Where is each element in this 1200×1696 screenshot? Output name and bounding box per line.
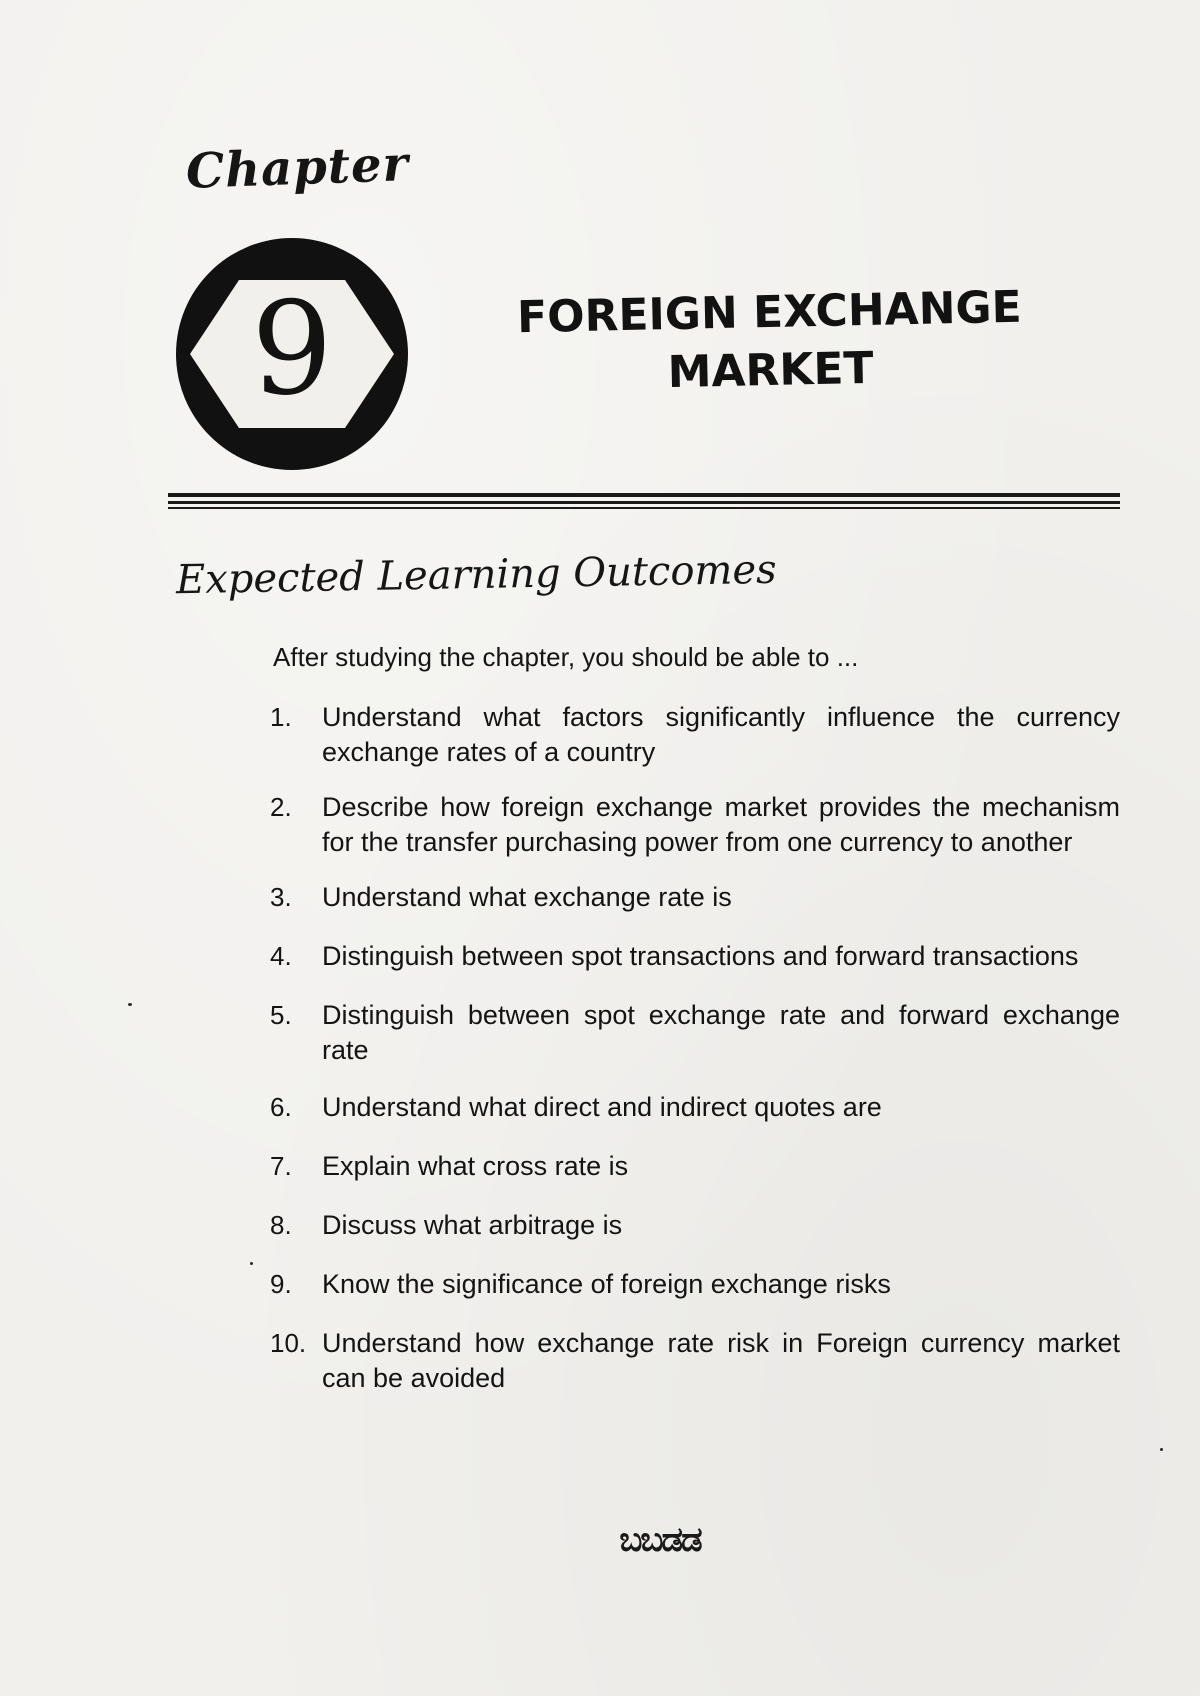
outcome-number: 6. bbox=[270, 1092, 292, 1122]
outcome-item bbox=[270, 1208, 1120, 1243]
outcome-item bbox=[270, 1326, 1120, 1396]
paper-speck bbox=[250, 1262, 253, 1265]
outcome-text: Distinguish between spot exchange rate and forward exchange rate bbox=[322, 1000, 1120, 1065]
divider-rule bbox=[168, 493, 1120, 497]
chapter-title-line-1: FOREIGN EXCHANGE bbox=[516, 281, 1023, 344]
outcome-text: Describe how foreign exchange market provides the mechanism for the transfer purchasing power from one currency to another bbox=[322, 792, 1120, 857]
outcome-number: 1. bbox=[270, 702, 292, 732]
outcome-text: Discuss what arbitrage is bbox=[322, 1210, 623, 1240]
outcome-item bbox=[270, 790, 1120, 860]
outcome-number: 2. bbox=[270, 792, 292, 822]
divider-rule bbox=[168, 501, 1120, 504]
outcome-text: Understand how exchange rate risk in Foreign currency market can be avoided bbox=[322, 1328, 1120, 1393]
outcome-item bbox=[270, 880, 1120, 915]
outcome-text: Understand what exchange rate is bbox=[322, 882, 732, 912]
paper-speck bbox=[1160, 1448, 1163, 1451]
outcome-item bbox=[270, 939, 1120, 974]
chapter-title bbox=[499, 278, 1041, 405]
outcome-number: 5. bbox=[270, 1000, 292, 1030]
outcome-item bbox=[270, 998, 1120, 1068]
outcome-number: 7. bbox=[270, 1151, 292, 1181]
outcomes-list bbox=[270, 700, 1120, 1396]
chapter-number: 9 bbox=[251, 275, 333, 424]
outcomes-heading: Expected Learning Outcomes bbox=[175, 546, 777, 604]
outcome-text: Explain what cross rate is bbox=[322, 1151, 629, 1181]
outcome-number: 3. bbox=[270, 882, 292, 912]
outcome-text: Distinguish between spot transactions and forward transactions bbox=[322, 941, 1079, 971]
outcome-item bbox=[270, 700, 1120, 770]
outcome-item bbox=[270, 1149, 1120, 1184]
chapter-title-line-2: MARKET bbox=[667, 342, 875, 399]
outcome-number: 8. bbox=[270, 1210, 292, 1240]
outcome-text: Understand what direct and indirect quotes are bbox=[322, 1092, 882, 1122]
divider-rule bbox=[168, 507, 1120, 509]
chapter-number-badge bbox=[172, 234, 412, 474]
chapter-label: Chapter bbox=[185, 136, 410, 200]
outcome-number: 4. bbox=[270, 941, 292, 971]
outcome-text: Know the significance of foreign exchange risks bbox=[322, 1269, 891, 1299]
paper-speck bbox=[128, 1003, 132, 1006]
outcome-item bbox=[270, 1267, 1120, 1302]
outcome-item bbox=[270, 1090, 1120, 1125]
outcome-text: Understand what factors significantly influence the currency exchange rates of a country bbox=[322, 702, 1120, 767]
ornament-divider: ಬಬಡಡ bbox=[619, 1520, 701, 1560]
outcome-number: 10. bbox=[270, 1328, 307, 1358]
outcomes-intro: After studying the chapter, you should be able to ... bbox=[273, 642, 859, 672]
outcome-number: 9. bbox=[270, 1269, 292, 1299]
